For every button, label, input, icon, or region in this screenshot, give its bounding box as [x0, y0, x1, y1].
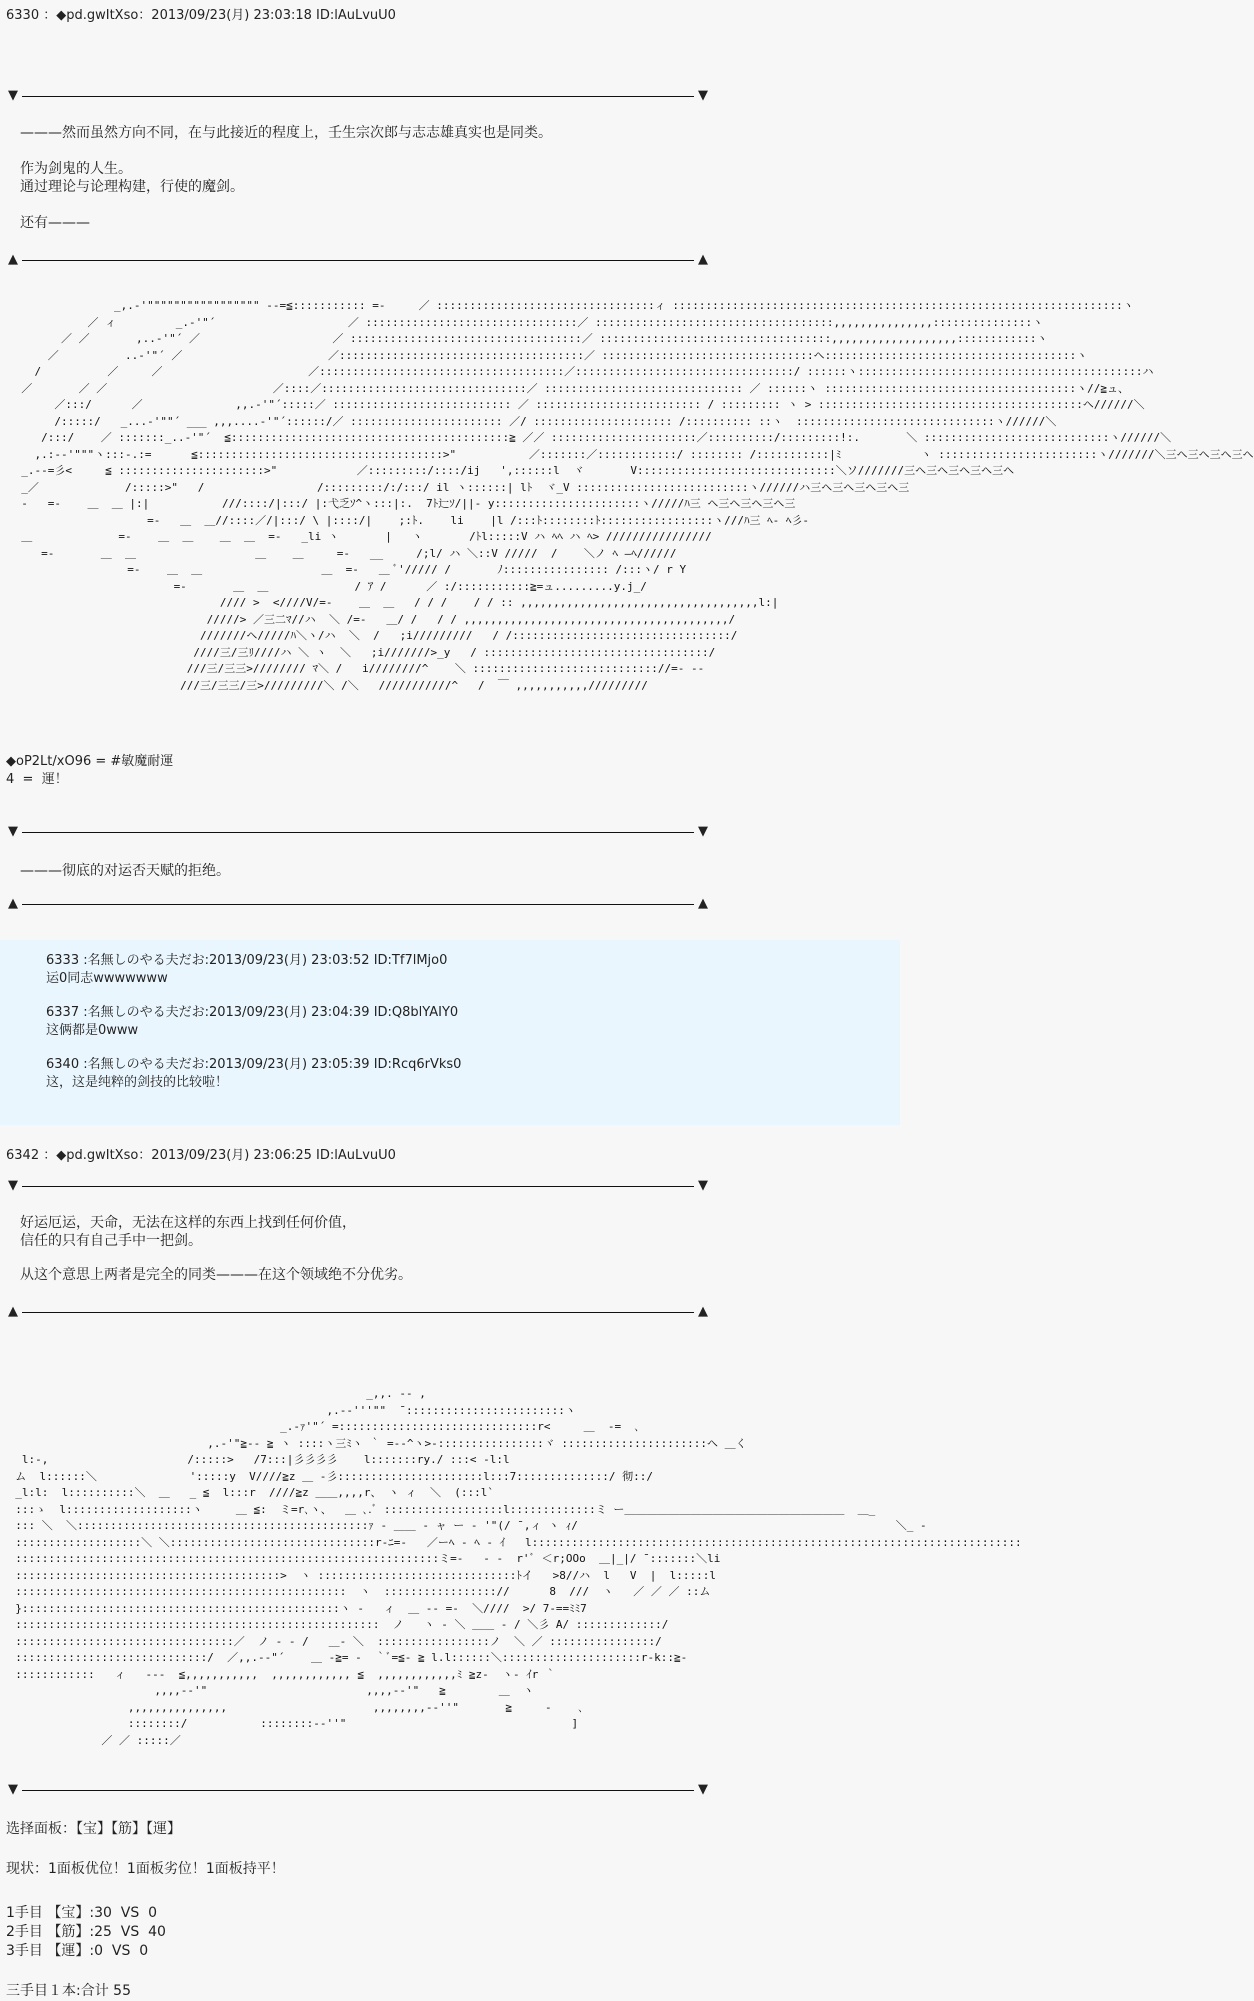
- separator-down: [8, 1784, 708, 1798]
- separator-down: [8, 90, 708, 104]
- round-line: 1手目 【宝】:30 VS 0: [6, 1905, 158, 1921]
- narration-line: 好运厄运，天命，无法在这样的东西上找到任何价值，: [20, 1215, 356, 1231]
- reply-body: 运0同志wwwwwww: [46, 971, 168, 986]
- separator-down: [8, 1180, 708, 1194]
- separator-up: [8, 1306, 708, 1320]
- reply-body: 这俩都是0www: [46, 1023, 139, 1038]
- narration-line: ———彻底的对运否天赋的拒绝。: [20, 863, 230, 879]
- up-triangle-icon: ▲: [698, 252, 708, 267]
- down-triangle-icon: ▼: [698, 1178, 708, 1193]
- reply-header: 6337 :名無しのやる夫だお:2013/09/23(月) 23:04:39 ID:Q8blYAIY0: [46, 1005, 459, 1020]
- up-triangle-icon: ▲: [698, 1304, 708, 1319]
- down-triangle-icon: ▼: [8, 88, 18, 103]
- down-triangle-icon: ▼: [8, 1178, 18, 1193]
- round-line: 2手目 【筋】:25 VS 40: [6, 1924, 166, 1940]
- ascii-art: _,.-'""""""""""""""""" ‐-=≦::::::::::: =- ／ :::::::::::::::::::::::::::::::::ィ ::::::::::::::::::::::::::::::::::::::::::::::::::::::::::::::::::::ヽ ／ ィ _.-'"´ ／ ::::::::::::::::::::::::::::::::／ ::::::::::::::::::::::::::::::::::::,,,,,,,,,,,,,,,:::::::::::::::ヽ ／ ／ ,..-'"´ ／ ／ :::::::::::::::::::::::::::::::::::／ :::::::::::::::::::::::::::::::::::,,,,,,,,,,,,,,,,,,,::::::::::::ヽ ／ ..-'"´ ／ ／:::::::::::::::::::::::::::::::::::::／ ::::::::::::::::::::::::::::::::ヘ::::::::::::::::::::::::::::::::::::::ヽ / ／ ／ ／:::::::::::::::::::::::::::::::::::::／:::::::::::::::::::::::::::::::::/ ::::::ヽ:::::::::::::::::::::::::::::::::::::::::::ハ ／ ／ ／ ／::::／:::::::::::::::::::::::::::::::／ :::::::::::::::::::::::::::::: ／ ::::::ヽ ::::::::::::::::::::::::::::::::::::::ヽ//≧ュ、 ／:::/ ／ ,,.-'"´:::::／ ::::::::::::::::::::::::::: ／ ::::::::::::::::::::::::: / ::::::::: ヽ > ::::::::::::::::::::::::::::::::::::::::ヘ//////＼ /:::::/ _...-'""´ ___ ,,,....-'"´::::::/／ ::::::::::::::::::::::: ／/ ::::::::::::::::::::: /:::::::::: ::ヽ ::::::::::::::::::::::::::::::ヽ//////＼ /:::/ ／ :::::::_..-'"´ ≦::::::::::::::::::::::::::::::::::::::::::≧ ／／ ::::::::::::::::::::::／::::::::::/:::::::::!:. ＼ ::::::::::::::::::::::::::::ヽ//////＼ ,.:-‐'"""ヽ:::-.:= ≦:::::::::::::::::::::::::::::::::::::>" ／:::::::／::::::::::::/ :::::::: /:::::::::::|ﾐ ヽ ::::::::::::::::::::::::ヽ///////＼三ヘ三ヘ三ヘ三ヘ _.--=彡< ≦ ::::::::::::::::::::::>" ／:::::::::/::::/ij ',::::::l ヾ V::::::::::::::::::::::::::::::＼ソ///////三ヘ三ヘ三ヘ三ヘ三ヘ _／ /:::::>" / /:::::::::/:/:::/ il ヽ::::::| lﾄ ヾ_V ::::::::::::::::::::::::::ヽ//////ハ三ヘ三ヘ三ヘ三ヘ三 ‐ =- ＿ ＿ |:| ///::::/|:::/ |:弋乏ｿ^ヽ:::|:. 7ﾄ辷ｿ/||- y::::::::::::::::::::::ヽ/////ﾊ三 ヘ三ヘ三ヘ三ヘ三 =- ＿ ＿//::::／/|:::/ \ |::::/| ;:ﾄ. li |l /:::ﾄ::::::::ﾄ:::::::::::::::::ヽ///ﾊ三 ﾍ- ﾍ彡- ＿ =- ＿ ＿ ＿ ＿ =- _li ヽ | ヽ /ﾄl:::::V ハ ﾍﾍ ハ ﾍ> //////////////// =- ＿ ＿ ＿ ＿ =- __ /;l/ ハ ＼::V ///// / ＼ノ ﾍ ―ﾍ////// =- ＿ ＿ ＿ =- ＿ ﾞ'///// / ﾉ:::::::::::::::: /:::ヽ/ r Y =- ＿ ＿ / ｱ / ／ :/:::::::::::≧=ュ.........y.j_/ //// > <////V/=- ＿ ＿ / / / / / :: ,,,,,,,,,,,,,,,,,,,,,,,,,,,,,,,,,,,,l:| /////> ／三二ﾏ//ハ ＼ /=- ＿/ / / / ,,,,,,,,,,,,,,,,,,,,,,,,,,,,,,,,,,,,,,,,/ ///////ヘ/////ﾊ＼ヽ/ハ ＼ / ;i///////// / /:::::::::::::::::::::::::::::::::/ ////三/三ﾘ////ハ ＼ ヽ ＼ ;i///////>_y / ::::::::::::::::::::::::::::::::::/ ///三/三三>//////// ﾏ＼ / i////////^ ＼ :::::::::::::::::::::::::::://=- ‐‐ ///三/三三/三>/////////＼ /＼ ///////////^ / ￣ ,,,,,,,,,,,/////////: [21, 299, 1254, 692]
- round-line: 3手目 【運】:0 VS 0: [6, 1943, 149, 1959]
- narration-line: 作为剑鬼的人生。: [20, 161, 132, 177]
- narration-line: 还有———: [20, 215, 90, 231]
- post-header: 6342 ：◆pd.gwItXso：2013/09/23(月) 23:06:25 ID:lAuLvuU0: [6, 1148, 396, 1163]
- narration-line: 通过理论与论理构建，行使的魔剑。: [20, 179, 244, 195]
- dice-result: 4 = 運！: [6, 772, 68, 787]
- status-line: 现状：1面板优位！1面板劣位！1面板持平！: [6, 1861, 285, 1877]
- up-triangle-icon: ▲: [698, 896, 708, 911]
- panel-select-label: 选择面板：【宝】【筋】【運】: [6, 1821, 181, 1837]
- down-triangle-icon: ▼: [8, 1782, 18, 1797]
- reply-panel: [0, 940, 900, 1125]
- separator-down: [8, 826, 708, 840]
- summary-line: 三手目１本:合计 55: [6, 1983, 131, 1999]
- down-triangle-icon: ▼: [8, 824, 18, 839]
- dice-signature: ◆oP2Lt/xO96 = #敏魔耐運: [6, 754, 174, 769]
- separator-up: [8, 254, 708, 268]
- narration-line: 从这个意思上两者是完全的同类———在这个领域绝不分优劣。: [20, 1267, 412, 1283]
- down-triangle-icon: ▼: [698, 88, 708, 103]
- up-triangle-icon: ▲: [8, 252, 18, 267]
- narration-line: ———然而虽然方向不同，在与此接近的程度上，壬生宗次郎与志志雄真实也是同类。: [20, 125, 552, 141]
- reply-header: 6340 :名無しのやる夫だお:2013/09/23(月) 23:05:39 ID:Rcq6rVks0: [46, 1057, 462, 1072]
- reply-header: 6333 :名無しのやる夫だお:2013/09/23(月) 23:03:52 ID:Tf7lMjo0: [46, 953, 448, 968]
- up-triangle-icon: ▲: [8, 896, 18, 911]
- up-triangle-icon: ▲: [8, 1304, 18, 1319]
- ascii-art: _,,. -- , ,.-‐'''"" ̄ ::::::::::::::::::::::::ヽ _.-ｧ'"´ =::::::::::::::::::::::::::::::r< ＿ -= ､ ,.-'"≧-- ≧ ヽ ::::ヽ三ﾐヽ ｀ =--^ヽ>-::::::::::::::::ヾ ::::::::::::::::::::::ヘ ＿く l:-, /:::::> /7:::|彡彡彡彡 l:::::::ry./ :::< ‐l:l ム l::::::＼ ':::::y V////≧z ＿ ‐彡::::::::::::::::::::::l:::7::::::::::::::/ 彻::/ _l:l: l::::::::::＼ ＿ _ ≦ l:::r ////≧z ＿＿,,,,r、 ヽ ィ ＼ (:::l` :::ゝ l:::::::::::::::::::ヽ ＿ ≦: ミ=r､ヽ、 ＿ ､.ﾞ ::::::::::::::::::l:::::::::::::ミ ー＿＿＿＿＿＿＿＿＿＿＿＿＿＿＿＿＿＿＿＿ ＿_ ::: ＼ ＼::::::::::::::::::::::::::::::::::::::::::::ｧ ‐ ＿＿ ‐ ャ ー ‐ '"(/ ̄ ,ィ ヽ ｨ/ ＼_ ‐ :::::::::::::::::::＼ ＼:::::::::::::::::::::::::::::::r‐ﾆ=- ／ーﾍ ‐ ﾍ ‐ ｲ l:::::::::::::::::::::::::::::::::::::::::::::::::::::::::::::::::::::::::: ::::::::::::::::::::::::::::::::::::::::::::::::::::::::::::::::ミ=- ‐ ‐ r'ﾞ ＜r;OOo ＿|_|/ ̄ :::::::＼li ::::::::::::::::::::::::::::::::::::::::> ヽ ::::::::::::::::::::::::::::::ﾄイ >8//ハ l V | l:::::l :::::::::::::::::::::::::::::::::::::::::::::::::: ヽ :::::::::::::::::// 8 /// ヽ ／ ／ ／ ::ム }::::::::::::::::::::::::::::::::::::::::::::::::ヽ ‐ ィ ＿ ‐‐ =‐ ＼//// >/ 7‐==ﾐﾐ7 ::::::::::::::::::::::::::::::::::::::::::::::::::::::: ノ ヽ ‐ ＼ ＿＿ ‐ / ＼彡 A/ :::::::::::::/ :::::::::::::::::::::::::::::::::／ ノ ‐ ‐ / ＿‐ ＼ :::::::::::::::::ノ ＼ ／ ::::::::::::::::/ :::::::::::::::::::::::::::::/ ／,,.-‐"´ ＿ ‐≧= ‐ ｀ﾞ=≦‐ ≧ l.l::::::＼:::::::::::::::::::::r‐k::≧- :::::::::::: ィ ‐‐‐ ≦,,,,,,,,,,, ,,,,,,,,,,,, ≦ ,,,,,,,,,,,,ﾐ ≧z- ヽ‐ ｲr ｀ ,,,,-‐'" ,,,,-‐'" ≧ ＿ ヽ ,,,,,,,,,,,,,,, ,,,,,,,,-‐''" ≧ ‐ ､ ::::::::/ ::::::::-‐''" ] ／ ／ :::::／: [15, 1387, 1022, 1747]
- reply-body: 这，这是纯粹的剑技的比较啦！: [46, 1075, 229, 1090]
- down-triangle-icon: ▼: [698, 824, 708, 839]
- post-header: 6330 ：◆pd.gwItXso：2013/09/23(月) 23:03:18 ID:lAuLvuU0: [6, 8, 396, 23]
- down-triangle-icon: ▼: [698, 1782, 708, 1797]
- narration-line: 信任的只有自己手中一把剑。: [20, 1233, 202, 1249]
- separator-up: [8, 898, 708, 912]
